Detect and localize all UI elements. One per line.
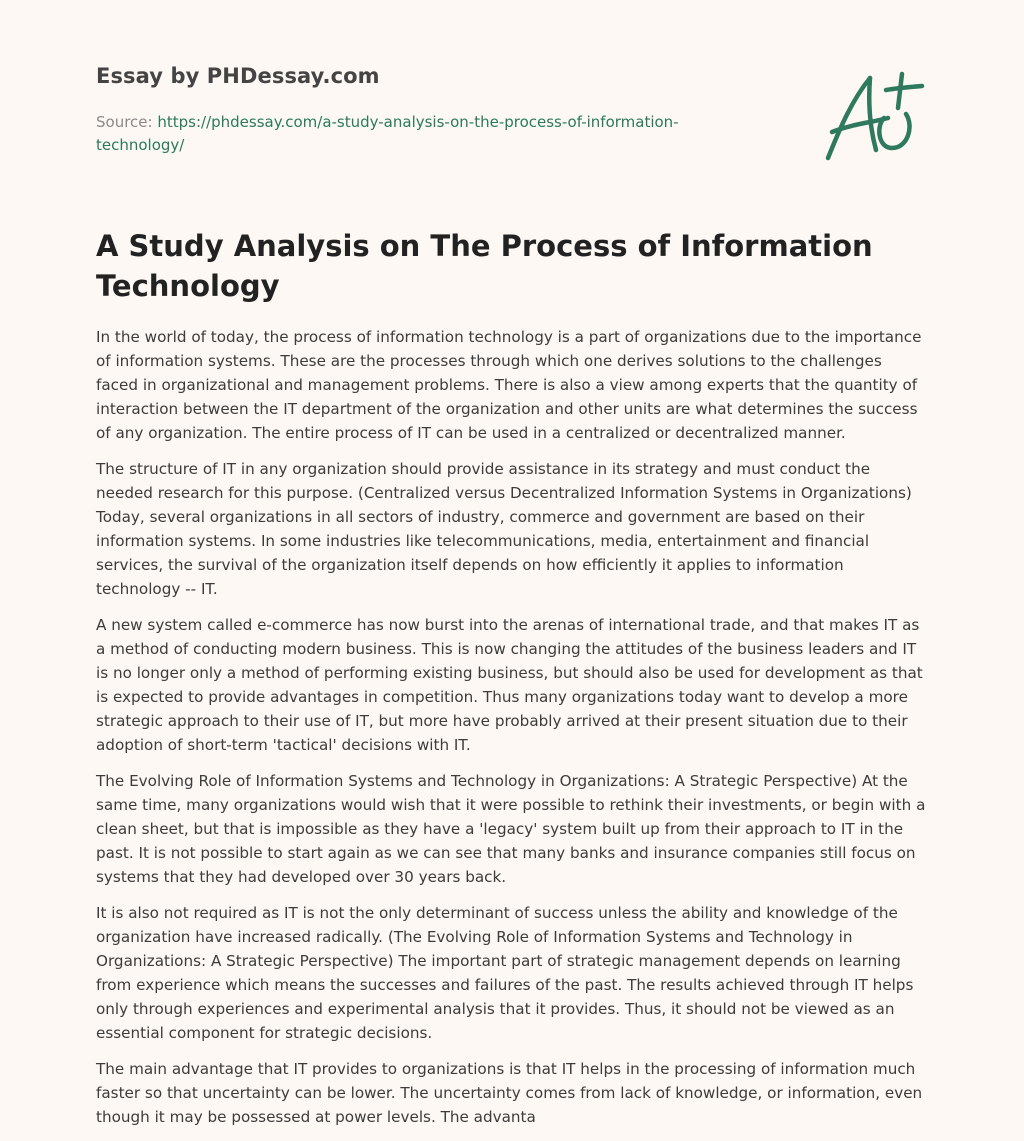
paragraph: It is also not required as IT is not the only determinant of success unless the ability and knowledge of the organization have increased radically. (The Evolving Role of Information Systems and Technology in Organizations: A Strategic Perspective) The important part of strategic management depends on learning from experience which means the successes and failures of the past. The results achieved through IT helps only through experiences and experimental analysis that it provides. Thus, it should not be viewed as an essential component for strategic decisions. <box>96 904 914 1042</box>
source-label: Source: <box>96 113 153 131</box>
paragraph: The main advantage that IT provides to organizations is that IT helps in the processing of information much faster so that uncertainty can be lower. The uncertainty comes from lack of knowledge, or information, even though it may be possessed at power levels. The advanta <box>96 1060 923 1126</box>
source-link[interactable]: https://phdessay.com/a-study-analysis-on-the-process-of-information-technology/ <box>96 113 679 154</box>
essay-title: A Study Analysis on The Process of Information Technology <box>96 229 873 303</box>
site-brand: Essay by PHDessay.com <box>96 64 380 88</box>
a-plus-grade-icon <box>818 66 928 166</box>
paragraph: In the world of today, the process of information technology is a part of organizations due to the importance of information systems. These are the processes through which one derives solutions to the challenges faced in organizational and management problems. There is also a view among experts that the quantity of interaction between the IT department of the organization and other units are what determines the success of any organization. The entire process of IT can be used in a centralized or decentralized manner. <box>96 328 922 442</box>
source-line <box>96 111 696 157</box>
essay-body <box>96 325 926 1141</box>
paragraph: A new system called e-commerce has now burst into the arenas of international trade, and that makes IT as a method of conducting modern business. This is now changing the attitudes of the business leaders and IT is no longer only a method of performing existing business, but should also be used for development as that is expected to provide advantages in competition. Thus many organizations today want to develop a more strategic approach to their use of IT, but more have probably arrived at their present situation due to their adoption of short-term 'tactical' decisions with IT. <box>96 616 923 754</box>
paragraph: The Evolving Role of Information Systems and Technology in Organizations: A Strategic Perspective) At the same time, many organizations would wish that it were possible to rethink their investments, or begin with a clean sheet, but that is impossible as they have a 'legacy' system built up from their approach to IT in the past. It is not possible to start again as we can see that many banks and insurance companies still focus on systems that they had developed over 30 years back. <box>96 772 926 886</box>
paragraph: The structure of IT in any organization should provide assistance in its strategy and must conduct the needed research for this purpose. (Centralized versus Decentralized Information Systems in Organizations) Today, several organizations in all sectors of industry, commerce and government are based on their information systems. In some industries like telecommunications, media, entertainment and financial services, the survival of the organization itself depends on how efficiently it applies to information technology -- IT. <box>96 460 912 598</box>
